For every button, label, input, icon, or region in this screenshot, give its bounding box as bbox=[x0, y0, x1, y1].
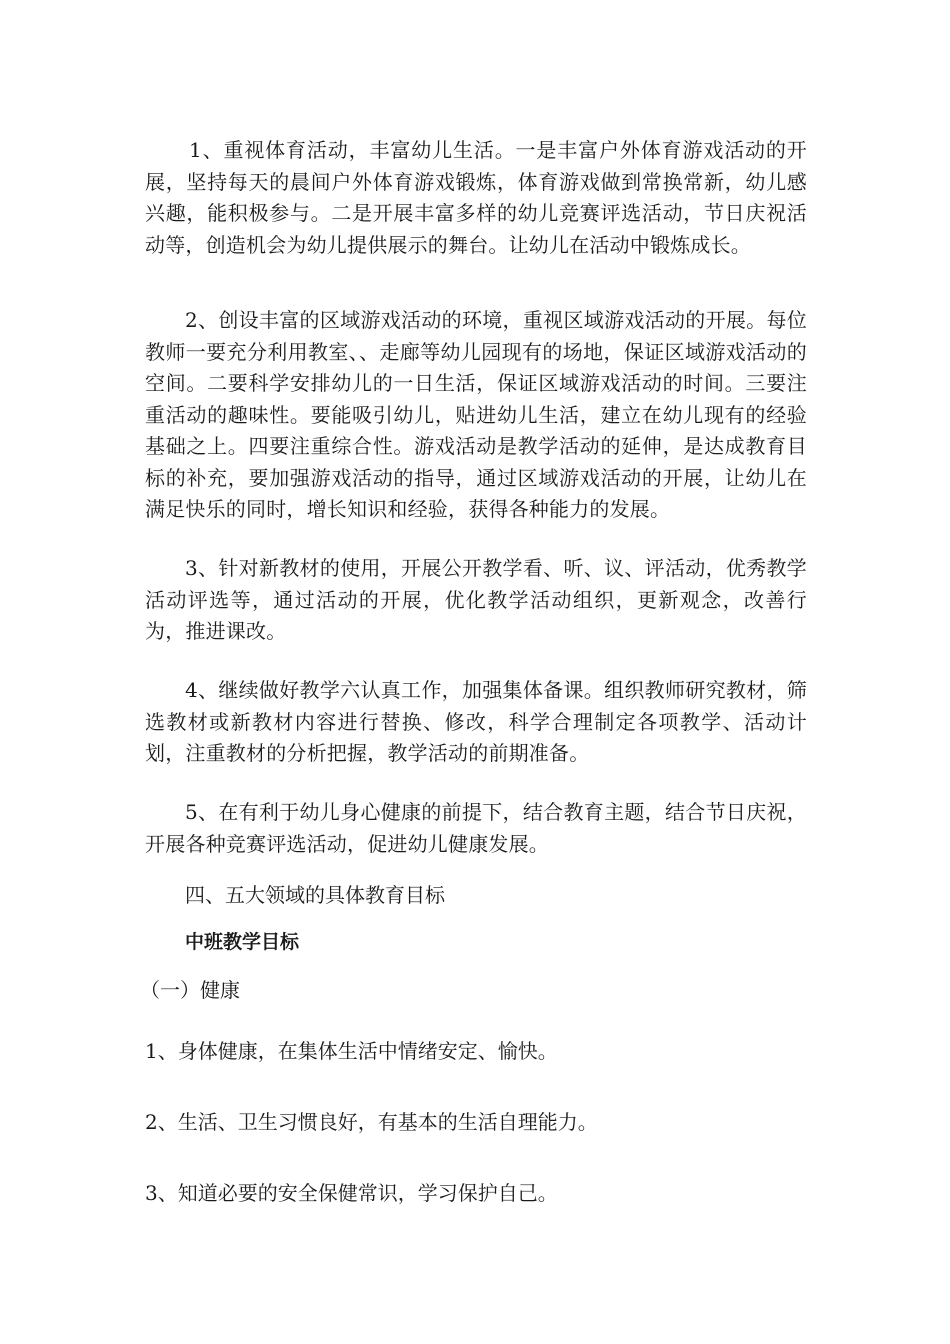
paragraph-5: 5、在有利于幼儿身心健康的前提下，结合教育主题，结合节日庆祝，开展各种竞赛评选活动，促进幼儿健康发展。 bbox=[145, 800, 807, 856]
paragraph-3: 3、针对新教材的使用，开展公开教学看、听、议、评活动，优秀教学活动评选等，通过活动的开展，优化教学活动组织，更新观念，改善行为，推进课改。 bbox=[145, 556, 807, 643]
paragraph-4: 4、继续做好教学六认真工作，加强集体备课。组织教师研究教材，筛选教材或新教材内容进行替换、修改，科学合理制定各项教学、活动计划，注重教材的分析把握，教学活动的前期准备。 bbox=[145, 678, 807, 765]
section-heading: 四、五大领域的具体教育目标 bbox=[185, 883, 445, 907]
paragraph-1: 1、重视体育活动，丰富幼儿生活。一是丰富户外体育游戏活动的开展，坚持每天的晨间户外体育游戏锻炼，体育游戏做到常换常新，幼儿感兴趣，能积极参与。二是开展丰富多样的幼儿竞赛评选活动，节日庆祝活动等，创造机会为幼儿提供展示的舞台。让幼儿在活动中锻炼成长。 bbox=[145, 138, 807, 257]
paragraph-2: 2、创设丰富的区域游戏活动的环境，重视区域游戏活动的开展。每位教师一要充分利用教室、、走廊等幼儿园现有的场地，保证区域游戏活动的空间。二要科学安排幼儿的一日生活，保证区域游戏活动的时间。三要注重活动的趣味性。要能吸引幼儿，贴进幼儿生活，建立在幼儿现有的经验基础之上。四要注重综合性。游戏活动是教学活动的延伸，是达成教育目标的补充，要加强游戏活动的指导，通过区域游戏活动的开展，让幼儿在满足快乐的同时，增长知识和经验，获得各种能力的发展。 bbox=[145, 308, 807, 521]
goal-item: 3、知道必要的安全保健常识，学习保护自己。 bbox=[145, 1181, 558, 1205]
class-heading: 中班教学目标 bbox=[185, 931, 300, 953]
goal-item: 2、生活、卫生习惯良好，有基本的生活自理能力。 bbox=[145, 1110, 598, 1134]
subsection-heading: （一）健康 bbox=[140, 978, 240, 1002]
goal-item: 1、身体健康，在集体生活中情绪安定、愉快。 bbox=[145, 1039, 558, 1063]
